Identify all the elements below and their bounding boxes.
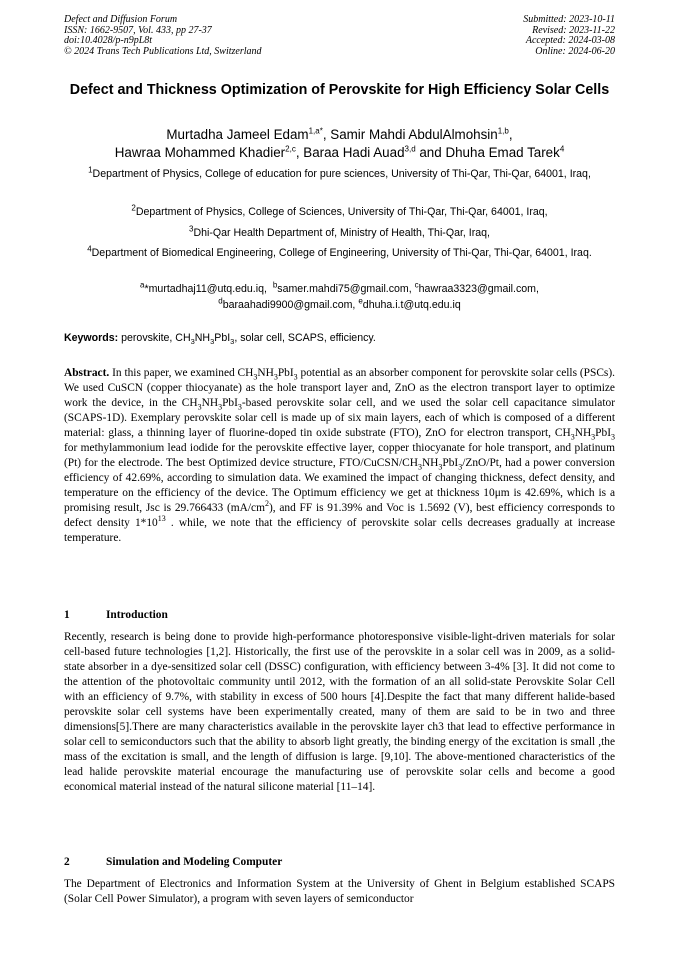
email-marker: b (272, 280, 278, 290)
affiliation-marker: 3 (189, 224, 194, 234)
superscript: 13 (157, 514, 166, 524)
email-marker: d (218, 295, 223, 305)
abstract-text: NH (421, 457, 439, 469)
section-title: Introduction (106, 609, 168, 621)
simulation-paragraph: The Department of Electronics and Information System at the University of Ghent in Belgium established SCAPS (Solar Cell Power Simulator), a program with seven layers of semiconductor (64, 878, 615, 905)
author-name: Hawraa Mohammed Khadier (114, 145, 286, 160)
keywords-text: , solar cell, SCAPS, efficiency. (234, 332, 376, 344)
affiliation-marker: 2 (131, 203, 136, 213)
affiliation-marker: 4 (87, 244, 92, 254)
journal-header-left (64, 15, 262, 57)
abstract-text: PbI (595, 427, 611, 439)
subscript: 3 (210, 337, 215, 347)
section-number: 1 (64, 609, 70, 621)
abstract-text: PbI (222, 397, 238, 409)
author-name: Murtadha Jameel Edam (166, 127, 309, 142)
accepted-date: Accepted: 2024-03-08 (525, 35, 615, 47)
email-link[interactable]: samer.mahdi75@gmail.com, (277, 283, 412, 295)
subscript: 3 (197, 402, 202, 412)
section-number: 2 (64, 856, 70, 868)
section-heading-introduction (64, 608, 615, 622)
affiliation-2 (64, 205, 615, 219)
abstract-text: NH (257, 367, 274, 379)
issn-line: ISSN: 1662-9507, Vol. 433, pp 27-37 (64, 24, 212, 36)
abstract-text: In this paper, we examined CH (109, 367, 254, 379)
keywords-text: NH (194, 332, 211, 344)
submitted-date: Submitted: 2023-10-11 (523, 14, 615, 25)
author-list: Murtadha Jameel Edam$^{1,a*}$, Samir Mahdi AbdulAlmohsin$^{1,b}$, Hawraa Mohammed Khadier$^{2,c}$, Baraa Hadi Auad$^{3,d}$ and Dhuha Emad Tarek$^4$ (114, 126, 565, 160)
abstract-text: . while, we note that the efficiency of perovskite solar cells decreases gradually at increase temperature. (64, 517, 616, 544)
subscript: 3 (438, 462, 443, 472)
subscript: 3 (293, 372, 298, 382)
subscript: 3 (458, 462, 463, 472)
abstract-text: PbI (277, 367, 294, 379)
abstract-text: ), and FF is 91.39% and Voc is 1.5692 (V), best efficiency corresponds to defect density 1*10 (64, 502, 615, 529)
abstract-text: NH (574, 427, 592, 439)
email-link[interactable]: baraahadi9900@gmail.com, (222, 298, 356, 311)
author-marker: 4 (559, 144, 565, 154)
affiliation-1 (64, 167, 615, 181)
email-link[interactable]: dhuha.i.t@utq.edu.iq (362, 298, 461, 311)
copyright-line: © 2024 Trans Tech Publications Ltd, Switzerland (64, 45, 262, 57)
author-marker: 2,c (285, 144, 296, 154)
subscript: 3 (273, 372, 278, 382)
subscript: 3 (570, 432, 575, 442)
subscript: 3 (218, 402, 223, 412)
subscript: 3 (417, 462, 422, 472)
subscript: 3 (591, 432, 596, 442)
abstract-text: -based perovskite solar cell, and we used the solar cell capacitance simulator (SCAPS-1D). Exemplary perovskite solar cell is made up of six main layers, each of which is composed of a different material: glass, a thinning layer of fluorine-doped tin oxide substrate (FTO), ZnO for electron transport, CH (64, 397, 615, 439)
revised-date: Revised: 2023-11-22 (532, 24, 615, 36)
author-name: Samir Mahdi AbdulAlmohsin (330, 127, 498, 142)
email-link[interactable]: hawraa3323@gmail.com, (418, 283, 539, 295)
online-date: Online: 2024-06-20 (535, 45, 615, 57)
abstract-text: NH (201, 397, 219, 409)
subscript: 3 (253, 372, 258, 382)
email-marker: a (140, 280, 145, 290)
abstract-text: /ZnO/Pt, had a power conversion efficiency of 42.69%, according to simulation data. We examined the impact of changing thickness, defect density, and temperature on the efficiency of the device. The Optimum efficiency we get at thickness 10μm is 42.69%, which is a promising result, Jsc is 29.766433 (mA/cm (64, 457, 615, 514)
author-name: Baraa Hadi Auad (303, 145, 405, 160)
abstract-label: Abstract. (64, 367, 110, 379)
subscript: 3 (611, 432, 615, 442)
keywords-text: perovskite, CH (121, 332, 191, 344)
author-marker: 3,d (404, 144, 416, 154)
keywords-text: PbI (214, 332, 231, 344)
abstract-text: potential as an absorber component for perovskite solar cells (PSCs). We used CuSCN (copper thiocyanate) as the hole transport layer and, ZnO as the electron transport layer to optimize work the device, in the CH (64, 367, 616, 409)
subscript: 3 (190, 337, 195, 347)
section-title: Simulation and Modeling Computer (106, 856, 283, 868)
affiliation-text: Department of Physics, College of education for pure sciences, University of Thi-Qar, Thi-Qar, 64001, Iraq, (92, 168, 591, 180)
paper-title: Defect and Thickness Optimization of Perovskite for High Efficiency Solar Cells (69, 82, 610, 98)
subscript: 3 (230, 337, 235, 347)
author-name: Dhuha Emad Tarek (445, 145, 560, 160)
abstract-text: PbI (442, 457, 459, 469)
email-link[interactable]: *murtadhaj11@utq.edu.iq, (144, 283, 267, 295)
affiliation-text: Department of Physics, College of Sciences, University of Thi-Qar, Thi-Qar, 64001, Iraq, (135, 206, 548, 218)
superscript: 2 (264, 499, 269, 509)
affiliation-4 (64, 246, 615, 260)
section-heading-simulation (64, 855, 615, 869)
email-marker: c (414, 280, 419, 290)
abstract-paragraph (64, 366, 615, 546)
keywords-line (64, 331, 615, 345)
abstract-text: for methylammonium lead iodide for the perovskite effective layer, copper thiocyanate for hole transport, and platinum (Pt) for the electrode. The best Optimized device structure, FTO/CuCSN/CH (64, 442, 615, 469)
journal-name: Defect and Diffusion Forum (64, 14, 178, 25)
affiliation-text: Department of Biomedical Engineering, College of Engineering, University of Thi-Qar, Thi-Qar, 64001, Iraq. (91, 247, 592, 259)
author-marker: 1,a* (308, 126, 323, 136)
journal-header-right (523, 15, 615, 57)
introduction-paragraph: Recently, research is being done to provide high-performance photoresponsive visible-light-driven materials for solar cell-based future technologies [1,2]. Historically, the first use of the perovskite in a solar cell was in 2009, as a solid-state absorber in a dye-sensitized solar cell (DSSC) configuration, with efficiency between 3-4% [3]. It did not come to the attention of the photovoltaic community until 2012, with the formation of an all solid-state Perovskite Solar Cell with an efficiency of 9.7%, with stability in excess of 500 hours [4].Despite the fact that many different halide-based perovskite solar cell systems have been experimentally created, many of them are said to be in two and three dimensions[5].There are many characteristics available in the perovskite layer ch3 that lead to effective performance in solar cell to semiconductors such that the ability to absorb light greatly, the binding energy of the excitation is small ,the mass of the excitation is small, and the length of diffusion is large. [9,10]. The above-mentioned characteristics of the lead halide perovskite material encourage the manufacturing use of perovskite solar cells and become a good economical material instead of the natural silicone material [11–14]. (64, 631, 615, 793)
author-marker: 1,b (497, 126, 509, 136)
email-marker: e (358, 295, 363, 305)
email-list (64, 282, 615, 313)
affiliation-marker: 1 (88, 165, 93, 175)
affiliation-3 (64, 226, 615, 240)
affiliation-text: Dhi-Qar Health Department of, Ministry of Health, Thi-Qar, Iraq, (193, 227, 490, 239)
doi-line: doi:10.4028/p-n9pL8t (64, 35, 153, 47)
keywords-label: Keywords: (64, 332, 119, 344)
subscript: 3 (237, 402, 242, 412)
